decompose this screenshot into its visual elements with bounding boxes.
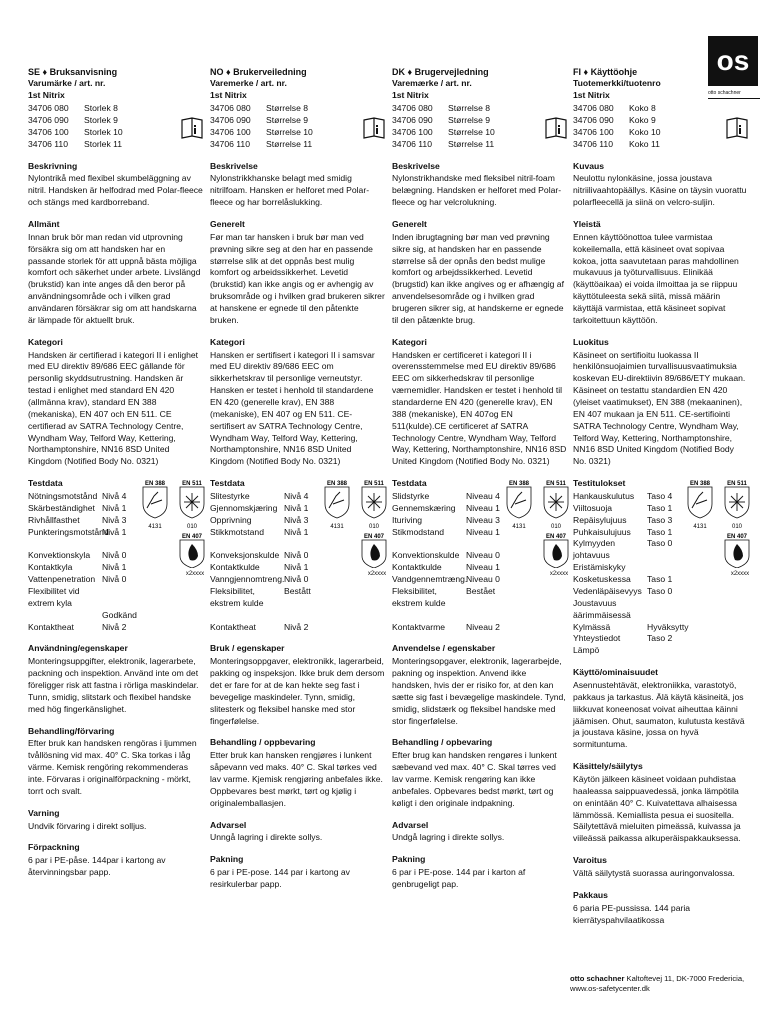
footer-web: www.os-safetycenter.dk	[570, 984, 650, 994]
test-level: Nivå 1	[284, 502, 309, 513]
test-table	[573, 491, 689, 657]
en511-code: 010	[731, 524, 743, 531]
test-level	[466, 610, 504, 622]
article-number: 34706 080	[573, 103, 614, 114]
size-label: Størrelse 8	[448, 103, 491, 114]
test-level: Niveau 1	[466, 526, 500, 537]
section-text: Efter bruk kan handsken rengöras i ljummen tvållösning vid max. 40° C. Ska torkas i låg värme. Kemisk rengöring rekommenderas inte. Förvaras i originalförpackning - mörkt, torrt och svalt.	[28, 738, 197, 796]
test-level: Taso 2	[647, 633, 673, 644]
test-level	[284, 610, 322, 622]
section-text: Käytön jälkeen käsineet voidaan puhdistaa haaleassa saippuavedessä, jonka lämpötila on enintään 40° C. Kuivatettava alhaisessa lämmössä. Kemiallista pesua ei suositella. Säilytettävä mieluiten pimeässä, kuivassa ja viileässä paikassa alkuperäispakkauksessa.	[573, 773, 741, 844]
test-level	[102, 538, 140, 550]
section-title: Behandling/förvaring	[28, 725, 115, 736]
test-level: Niveau 1	[466, 502, 500, 513]
section-text: Etter bruk kan hansken rengjøres i lunkent såpevann ved maks. 40° C. Skal tørkes ved lav varme. Kjemisk rengjøring anbefales ikke. Oppbevares best mørkt, tørt og kjølig i originalemballasjen.	[210, 750, 383, 808]
test-name: Puhkaisulujuus	[573, 526, 631, 537]
section-title: Behandling / oppbevaring	[210, 737, 316, 748]
article-number: 34706 110	[210, 138, 250, 149]
section-text: Efter brug kan handsken rengøres i lunkent sæbevand ved max. 40° C. Skal tørres ved lav varme. Kemisk rengøring kan ikke anbefales. Opbevares bedst mørkt, tørt og køligt i den originale indpakning.	[392, 750, 557, 808]
model-name: 1st Nitrix	[392, 90, 429, 101]
section-text: Innan bruk bör man redan vid utprovning försäkra sig om att handsken har en passande storlek för att uppnå bästa möjliga komfort och säkerhet under arbete. Livslängd (brukstid) kan inte anges då den beror på användningsområde och i vilken grad användaren försäkrar sig om att handskarna är lämpade för aktuellt bruk.	[28, 231, 201, 325]
article-number: 34706 090	[573, 114, 614, 125]
info-book-icon	[181, 116, 203, 140]
section-text: Før man tar hansken i bruk bør man ved prøvning sikre seg at den har en passende størrelse slik at det oppnås best mulig komfort og arbeidssikkerhet. Levetid (brukstid) kan ikke angis og er avhengig av bruksområde og i hvilken grad brukeren sikrer at hanskene er egnede til den påtenkte bruken.	[210, 231, 385, 325]
section-title: Beskrivelse	[392, 160, 440, 171]
test-level	[466, 538, 504, 550]
test-name: Konvektionskulde	[392, 550, 460, 561]
section-title: Kategori	[210, 336, 245, 347]
test-level: Hyväksytty	[647, 621, 689, 632]
test-name: Opprivning	[210, 514, 252, 525]
logo-sub-text: otto schachner	[708, 90, 741, 96]
en407-code: x2xxxx	[549, 571, 569, 578]
section-text: 6 par i PE-pose. 144 par i karton af genbrugeligt pap.	[392, 867, 526, 889]
brand-label: Varumärke / art. nr.	[28, 78, 106, 89]
article-number: 34706 100	[210, 126, 251, 137]
size-label: Storlek 11	[84, 138, 123, 149]
size-label: Storlek 10	[84, 126, 123, 137]
en388-label: EN 388	[508, 481, 530, 488]
en511-label: EN 511	[182, 481, 202, 488]
section-text: Monteringsuppgifter, elektronik, lagerarbete, packning och inspektion. Använd inte om det föreligger risk att fastna i rörliga maskindelar. Tunn, smidig, slitstark och flexibel handske med hög fingerkänslighet.	[28, 656, 199, 714]
size-label: Koko 9	[629, 114, 656, 125]
test-level: Niveau 3	[466, 514, 500, 525]
section-text: Käsineet on sertifioitu luokassa II henkilönsuojaimien turvallisuusvaatimuksia koskevan EU-direktiivin 89/686/ETY mukaan. Käsineet on testattu standardien EN 420 (yleiset vaatimukset), EN 388 (mekaaninen), EN 407 mukaan ja EN 511. CE-sertifiointi SATRA Technology Centre, Wyndham Way, Telford Way, Kettering, Northamptonshire, NN16 8SD United Kingdom (Notified Body No. 0321)	[573, 349, 746, 467]
section-title: Beskrivelse	[210, 160, 258, 171]
size-label: Koko 8	[629, 103, 656, 114]
size-label: Storlek 8	[84, 103, 118, 114]
test-table	[210, 491, 322, 633]
test-level: Niveau 0	[466, 574, 500, 585]
test-name: Stikkmotstand	[210, 526, 264, 537]
test-level: Taso 3	[647, 514, 673, 525]
section-title: Pakning	[392, 854, 426, 865]
certification-shields	[140, 478, 210, 578]
size-label: Størrelse 11	[448, 138, 495, 149]
section-title: Varning	[28, 807, 60, 818]
footer-address: Kaltoftevej 11, DK-7000 Fredericia,	[624, 974, 745, 983]
certification-shields	[685, 478, 755, 578]
test-level: Taso 1	[647, 526, 673, 537]
brand-label: Varemærke / art. nr.	[392, 78, 472, 89]
test-name: Konveksjonskulde	[210, 550, 280, 561]
test-name	[210, 610, 284, 622]
test-name: Repäisylujuus	[573, 514, 627, 525]
section-title: Testdata	[392, 478, 427, 489]
en407-code: x2xxxx	[367, 571, 387, 578]
language-column	[392, 66, 567, 891]
section-text: Monteringsopgaver, elektronik, lagerarbejde, pakning og inspektion. Anvend ikke handsken, hvis der er risiko for, at den kan sætte sig fast i bevægelige maskindele. Tynd, smidig, slidstærk og fleksibel handske med stor fingerfølelse.	[392, 656, 566, 726]
test-name: Vattenpenetration	[28, 574, 96, 585]
test-level: Nivå 2	[284, 621, 309, 632]
brand-label: Tuotemerkki/tuotenro	[573, 78, 661, 89]
footer	[570, 974, 760, 995]
test-name: Kylmyyden johtavuus	[573, 538, 616, 561]
article-number: 34706 090	[392, 114, 433, 125]
article-number: 34706 100	[28, 126, 69, 137]
article-number: 34706 110	[392, 138, 432, 149]
info-book-icon	[363, 116, 385, 140]
section-title: Varoitus	[573, 855, 607, 866]
section-text: Neulottu nylonkäsine, jossa joustava nitriilivaahtopäällys. Käsine on täysin vuorattu polarfleecellä ja siinä on velcro-suljin.	[573, 173, 747, 208]
test-name: Kontaktvarme	[392, 621, 446, 632]
test-level	[647, 598, 689, 622]
en388-label: EN 388	[689, 481, 711, 488]
test-level: Nivå 0	[284, 550, 309, 561]
en407-code: x2xxxx	[185, 571, 205, 578]
test-name: Kontaktkulde	[210, 562, 260, 573]
article-number: 34706 110	[573, 138, 613, 149]
section-title: Kuvaus	[573, 160, 605, 171]
test-name: Konvektionskyla	[28, 550, 91, 561]
en388-label: EN 388	[326, 481, 348, 488]
test-level: Nivå 2	[102, 621, 127, 632]
section-text: Monteringsoppgaver, elektronikk, lagerarbeid, pakking og inspeksjon. Ikke bruk dem dersom det er fare for at de kan hekte seg fast i bevegelige maskindeler. Tynn, smidig, slitesterk og fleksibel hanske med stor fingerfølelse.	[210, 656, 385, 726]
section-text: Vältä säilytystä suorassa auringonvalossa.	[573, 867, 735, 878]
section-title: Bruk / egenskaper	[210, 643, 285, 654]
size-label: Storlek 9	[84, 114, 118, 125]
section-title: Användning/egenskaper	[28, 643, 128, 654]
test-level: Taso 0	[647, 585, 673, 596]
test-name: Fleksibilitet, ekstrem kulde	[392, 585, 446, 608]
test-level: Bestått	[284, 585, 311, 596]
test-name: Nötningsmotstånd	[28, 491, 98, 502]
section-text: Ennen käyttöönottoa tulee varmistaa kokeilemalla, että käsineet ovat sopivaa kokoa, jotta saavutetaan paras mahdollinen mukavuus ja työturvallisuus. Elinikää (käyttöaikaa) ei voida ilmoittaa ja se riippuu käyttötuleesta sekä siitä, missä määrin käyttäjä varmistaa, että käsineet sopivat tarkoitettuun käyttöön.	[573, 231, 739, 325]
size-label: Størrelse 9	[266, 114, 309, 125]
test-table	[392, 491, 504, 633]
test-level: Niveau 0	[466, 550, 500, 561]
size-table	[28, 103, 203, 150]
test-level: Nivå 3	[284, 514, 309, 525]
test-name: Gennemskæring	[392, 502, 456, 513]
en388-label: EN 388	[144, 481, 166, 488]
section-text: Unngå lagring i direkte sollys.	[210, 832, 323, 843]
test-level: Nivå 1	[102, 502, 127, 513]
language-column	[573, 66, 748, 926]
section-text: Undgå lagring i direkte sollys.	[392, 832, 505, 843]
section-title: Käyttö/ominaisuudet	[573, 667, 658, 678]
article-number: 34706 110	[28, 138, 68, 149]
en388-code: 4131	[512, 524, 526, 531]
test-name: Vedenläpäisevyys	[573, 585, 642, 596]
logo-text: os	[716, 45, 750, 76]
footer-company: otto schachner	[570, 974, 625, 983]
test-level: Nivå 4	[102, 491, 127, 502]
section-title: Anvendelse / egenskaber	[392, 643, 496, 654]
test-level: Nivå 0	[284, 574, 309, 585]
section-title: Käsittely/säilytys	[573, 761, 643, 772]
test-name: Kontaktkulde	[392, 562, 442, 573]
en511-label: EN 511	[546, 481, 566, 488]
test-level: Taso 1	[647, 574, 673, 585]
test-level: Taso 1	[647, 502, 673, 513]
article-number: 34706 100	[573, 126, 614, 137]
test-name: Skärbeständighet	[28, 502, 95, 513]
article-number: 34706 100	[392, 126, 433, 137]
test-name: Kylmässä	[573, 621, 611, 632]
test-name: Slitestyrke	[210, 491, 250, 502]
en407-code: x2xxxx	[730, 571, 750, 578]
size-label: Størrelse 10	[448, 126, 495, 137]
size-table	[392, 103, 567, 150]
section-text: Nylonstrikkhanske belagt med smidig nitrilfoam. Hansken er helforet med Polar-fleece og har borrelåslukking.	[210, 173, 370, 208]
section-title: Generelt	[392, 219, 427, 229]
section-title: Allmänt	[28, 219, 60, 229]
test-name: Kontaktheat	[28, 621, 74, 632]
section-title: Behandling / opbevaring	[392, 737, 493, 748]
language-column	[28, 66, 203, 879]
en511-label: EN 511	[364, 481, 384, 488]
test-name: Flexibilitet vid extrem kyla	[28, 585, 80, 608]
en407-label: EN 407	[181, 534, 203, 541]
section-title: Advarsel	[210, 819, 247, 830]
section-text: Hansken er sertifisert i kategori II i samsvar med EU direktiv 89/686 EEC om sikkerhetskrav til personlige verneutstyr. Hansken er testet i henhold til standardene EN 420 (generelle krav), EN 388 (mekaniske), EN 407 og EN 511. CE-sertifisert av SATRA Technology Centre, Wyndham Way, Telford Way, Kettering, Northamptonshire, NN16 8SD United Kingdom (Notified Body No. 0321)	[210, 349, 375, 467]
en407-label: EN 407	[545, 534, 567, 541]
section-text: Inden ibrugtagning bør man ved prøvning sikre sig, at handsken har en passende størrelse så der opnås den bedst mulige komfort og arbejdssikkerhed. Levetid (brugstid) kan ikke angives og er afhængig af anvendelsesområde og i hvilken grad brugeren sikrer sig, at handskerne er egnede til den påtænkte brug.	[392, 231, 564, 325]
en388-code: 4131	[330, 524, 344, 531]
section-title: Yleistä	[573, 219, 601, 229]
test-level: Nivå 0	[102, 574, 127, 585]
test-name: Punkteringsmotstånd	[28, 526, 109, 537]
model-name: 1st Nitrix	[573, 90, 610, 101]
column-header: DK ♦ Brugervejledning	[392, 67, 489, 77]
brand-label: Varemerke / art. nr.	[210, 78, 287, 89]
test-name: Vanngjennomtreng.	[210, 574, 285, 585]
section-title: Kategori	[392, 336, 427, 347]
en388-code: 4131	[148, 524, 162, 531]
section-title: Pakkaus	[573, 889, 608, 900]
test-level: Nivå 1	[102, 526, 127, 537]
column-header: FI ♦ Käyttöohje	[573, 67, 638, 77]
test-name	[392, 610, 466, 622]
en511-code: 010	[550, 524, 562, 531]
test-level: Bestået	[466, 585, 496, 596]
certification-shields	[322, 478, 392, 578]
en407-label: EN 407	[363, 534, 385, 541]
en511-code: 010	[368, 524, 380, 531]
section-title: Förpackning	[28, 842, 80, 853]
size-label: Koko 10	[629, 126, 661, 137]
section-text: Handsken er certificeret i kategori II i overensstemmelse med EU direktiv 89/686 EEC om sikkerhedskrav til personlige værnemidler. Handsken er testet i henhold til standarderne EN 420 (generelle krav), EN 388 (mekaniske), EN 407og EN 511(kulde).CE certificeret af SATRA Technology Centre, Wyndham Way, Telford Way, Kettering, Northamptonshire, NN16 8SD United Kingdom (Notified Body No. 0321)	[392, 349, 567, 467]
section-title: Kategori	[28, 336, 63, 347]
test-name: Fleksibilitet, ekstrem kulde	[210, 585, 264, 608]
size-table	[573, 103, 748, 150]
test-name: Vandgennemtræng.	[392, 574, 468, 585]
test-name	[28, 610, 102, 622]
test-level: Nivå 4	[284, 491, 309, 502]
en511-code: 010	[186, 524, 198, 531]
section-title: Testdata	[28, 478, 63, 489]
test-level	[102, 586, 140, 610]
section-title: Pakning	[210, 854, 244, 865]
test-level: Nivå 3	[102, 514, 127, 525]
size-label: Koko 11	[629, 138, 660, 149]
section-text: Nylonstrikhandske med fleksibel nitril-foam belægning. Handsken er helforet med Polar-fleece og har velcrolukning.	[392, 173, 562, 208]
en388-code: 4131	[693, 524, 707, 531]
size-label: Størrelse 8	[266, 103, 309, 114]
section-text: Asennustehtävät, elektroniikka, varastotyö, pakkaus ja tarkastus. Älä käytä käsineitä, jos liikkuvat koneenosat voivat aiheuttaa käinni jäämisen. Ohut, saumaton, kulutusta kestävä ja joustava käsine, jossa on hyvä sormituntuma.	[573, 679, 745, 750]
test-name	[28, 538, 102, 550]
info-book-icon	[726, 116, 748, 140]
section-title: Beskrivning	[28, 160, 78, 171]
size-table	[210, 103, 385, 150]
test-table	[28, 491, 140, 633]
section-title: Luokitus	[573, 336, 609, 347]
test-name: Ituriving	[392, 514, 423, 525]
test-name: Gjennomskjæring	[210, 502, 278, 513]
section-title: Testitulokset	[573, 478, 626, 489]
language-column	[210, 66, 385, 891]
test-name: Yhteystiedot Lämpö	[573, 633, 621, 656]
size-label: Størrelse 10	[266, 126, 313, 137]
section-title: Generelt	[210, 219, 245, 229]
test-level: Niveau 4	[466, 491, 500, 502]
en407-label: EN 407	[726, 534, 748, 541]
section-text: Handsken är certifierad i kategori II i enlighet med EU direktiv 89/686 EEC gällande för personlig skyddsutrustning. Handsken är testad i enlighet med standard EN 420 (allmänna krav), standard EN 388 (mekaniska), EN 407 och EN 511. CE certifierad av SATRA Technology Centre, Wyndham Way, Telford Way, Kettering, Northamptonshire, NN16 8SD United Kingdom (Notified Body No. 0321)	[28, 349, 199, 467]
test-name: Slidstyrke	[392, 491, 430, 502]
section-text: 6 paria PE-pussissa. 144 paria kierrätyspahvilaatikossa	[573, 902, 691, 925]
article-number: 34706 090	[28, 114, 69, 125]
test-level: Taso 0	[647, 538, 673, 549]
en511-label: EN 511	[727, 481, 747, 488]
size-label: Størrelse 9	[448, 114, 491, 125]
column-header: SE ♦ Bruksanvisning	[28, 67, 118, 77]
test-name: Kontaktkyla	[28, 562, 73, 573]
info-book-icon	[545, 116, 567, 140]
test-level: Nivå 1	[284, 562, 309, 573]
test-name: Hankauskulutus	[573, 491, 635, 502]
test-name: Eristämiskyky	[573, 562, 626, 573]
test-level	[647, 562, 689, 574]
test-name: Viiltosuoja	[573, 502, 613, 513]
size-label: Størrelse 11	[266, 138, 313, 149]
test-name: Kontaktheat	[210, 621, 256, 632]
test-name: Stikmodstand	[392, 526, 445, 537]
section-text: Nylontrikå med flexibel skumbeläggning av nitril. Handsken är helfodrad med Polar-fleece och stängs med kardborreband.	[28, 173, 203, 208]
test-level: Niveau 2	[466, 621, 500, 632]
column-header: NO ♦ Brukerveiledning	[210, 67, 307, 77]
test-level: Nivå 0	[102, 550, 127, 561]
article-number: 34706 080	[28, 103, 69, 114]
article-number: 34706 090	[210, 114, 251, 125]
test-level: Nivå 1	[284, 526, 309, 537]
test-name: Joustavuus äärimmäisessä	[573, 597, 631, 620]
section-text: 6 par i PE-påse. 144par i kartong av återvinningsbar papp.	[28, 855, 166, 878]
section-text: Undvik förvaring i direkt solljus.	[28, 820, 147, 831]
test-name	[210, 538, 284, 550]
test-level	[284, 538, 322, 550]
certification-shields	[504, 478, 574, 578]
test-name: Kosketuskessa	[573, 574, 631, 585]
model-name: 1st Nitrix	[28, 90, 65, 101]
test-name	[392, 538, 466, 550]
test-level: Niveau 1	[466, 562, 500, 573]
section-title: Testdata	[210, 478, 245, 489]
test-level: Taso 4	[647, 491, 673, 502]
model-name: 1st Nitrix	[210, 90, 247, 101]
test-level: Godkänd	[102, 609, 137, 620]
article-number: 34706 080	[392, 103, 433, 114]
section-text: 6 par i PE-pose. 144 par i kartong av resirkulerbar papp.	[210, 867, 350, 889]
test-level: Nivå 1	[102, 562, 127, 573]
test-name: Rivhållfasthet	[28, 514, 80, 525]
article-number: 34706 080	[210, 103, 251, 114]
section-title: Advarsel	[392, 819, 429, 830]
